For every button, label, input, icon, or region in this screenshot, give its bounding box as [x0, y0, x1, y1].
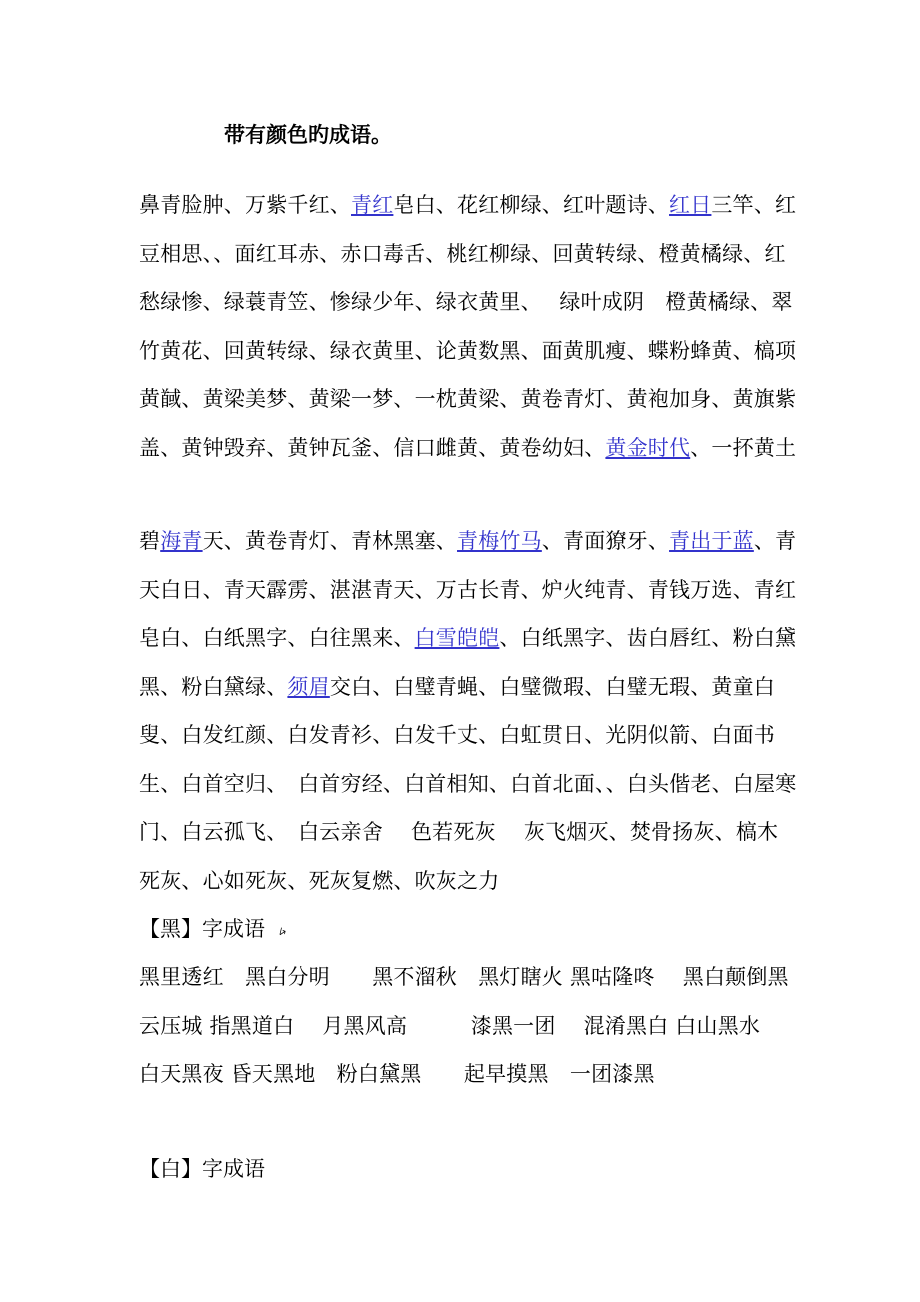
idiom-text: 、青面獠牙、	[541, 529, 670, 553]
idiom-link[interactable]: 须眉	[287, 674, 330, 699]
idiom-text: 鼻青脸肿、万紫千红、	[139, 193, 351, 217]
section-heading-black	[139, 905, 286, 955]
idiom-paragraph-black: 黑里透红 黑白分明 黑不溜秋 黑灯瞎火 黑咕隆咚 黑白颠倒黑云压城 指黑道白 月黑风高 漆黑一团 混淆黑白 白山黑水 白天黑夜 昏天黑地 粉白黛黑 起早摸黑 一团漆黑	[139, 965, 789, 1086]
idiom-text: 交白、白璧青蝇、白璧微瑕、白璧无瑕、黄童白叟、白发红颜、白发青衫、白发千丈、白虹贯日、光阴似箭、白面书生、白首空归、 白首穷经、白首相知、白首北面、、白头偕老、白屋寒门、白云孤飞、 白云亲舍 色若死灰 灰飞烟灭、焚骨扬灰、槁木死灰、心如死灰、死灰复燃、吹灰之力	[139, 674, 797, 893]
idiom-text: 、青天白日、青天霹雳、湛湛青天、万古长青、炉火纯青、青钱万选、青红皂白、白纸黑字、白往黑来、	[139, 529, 797, 650]
idiom-link[interactable]: 黄金时代	[605, 435, 691, 460]
idiom-link[interactable]: 红日	[669, 193, 712, 217]
section-heading-white: 【白】字成语	[139, 1157, 265, 1181]
idiom-text: 三竿、红豆相思、、面红耳赤、赤口毒舌、桃红柳绿、回黄转绿、橙黄橘绿、红愁绿惨、绿蓑青笠、惨绿少年、绿衣黄里、 绿叶成阴 橙黄橘绿、翠竹黄花、回黄转绿、绿衣黄里、论黄数黑、面黄肌瘦、蝶粉蜂黄、槁项黄馘、黄梁美梦、黄梁一梦、一枕黄梁、黄卷青灯、黄袍加身、黄旗紫盖、黄钟毁弃、黄钟瓦釜、信口雌黄、黄卷幼妇、	[139, 193, 797, 460]
idiom-text: 皂白、花红柳绿、红叶题诗、	[393, 193, 670, 217]
idiom-link[interactable]: 白雪皑皑	[414, 626, 500, 650]
section-heading-black-label: 【黑】字成语	[139, 917, 265, 941]
idiom-paragraph-red-green-yellow	[139, 181, 799, 472]
page-title: 带有颜色旳成语。	[224, 122, 392, 147]
idiom-paragraph-blue-white-gray	[139, 517, 799, 905]
idiom-text: 、白纸黑字、齿白唇红、粉白黛黑、粉白黛绿、	[139, 626, 797, 699]
idiom-link[interactable]: 青梅竹马	[457, 529, 542, 553]
idiom-link[interactable]: 海青	[160, 529, 203, 553]
idiom-text: 、一抔黄土	[690, 435, 797, 460]
idiom-link[interactable]: 青红	[351, 193, 394, 217]
anchor-marker-icon: ⭟	[279, 922, 287, 939]
idiom-text: 天、黄卷青灯、青林黑塞、	[202, 529, 458, 553]
idiom-text: 碧	[139, 529, 161, 553]
idiom-link[interactable]: 青出于蓝	[669, 529, 754, 553]
